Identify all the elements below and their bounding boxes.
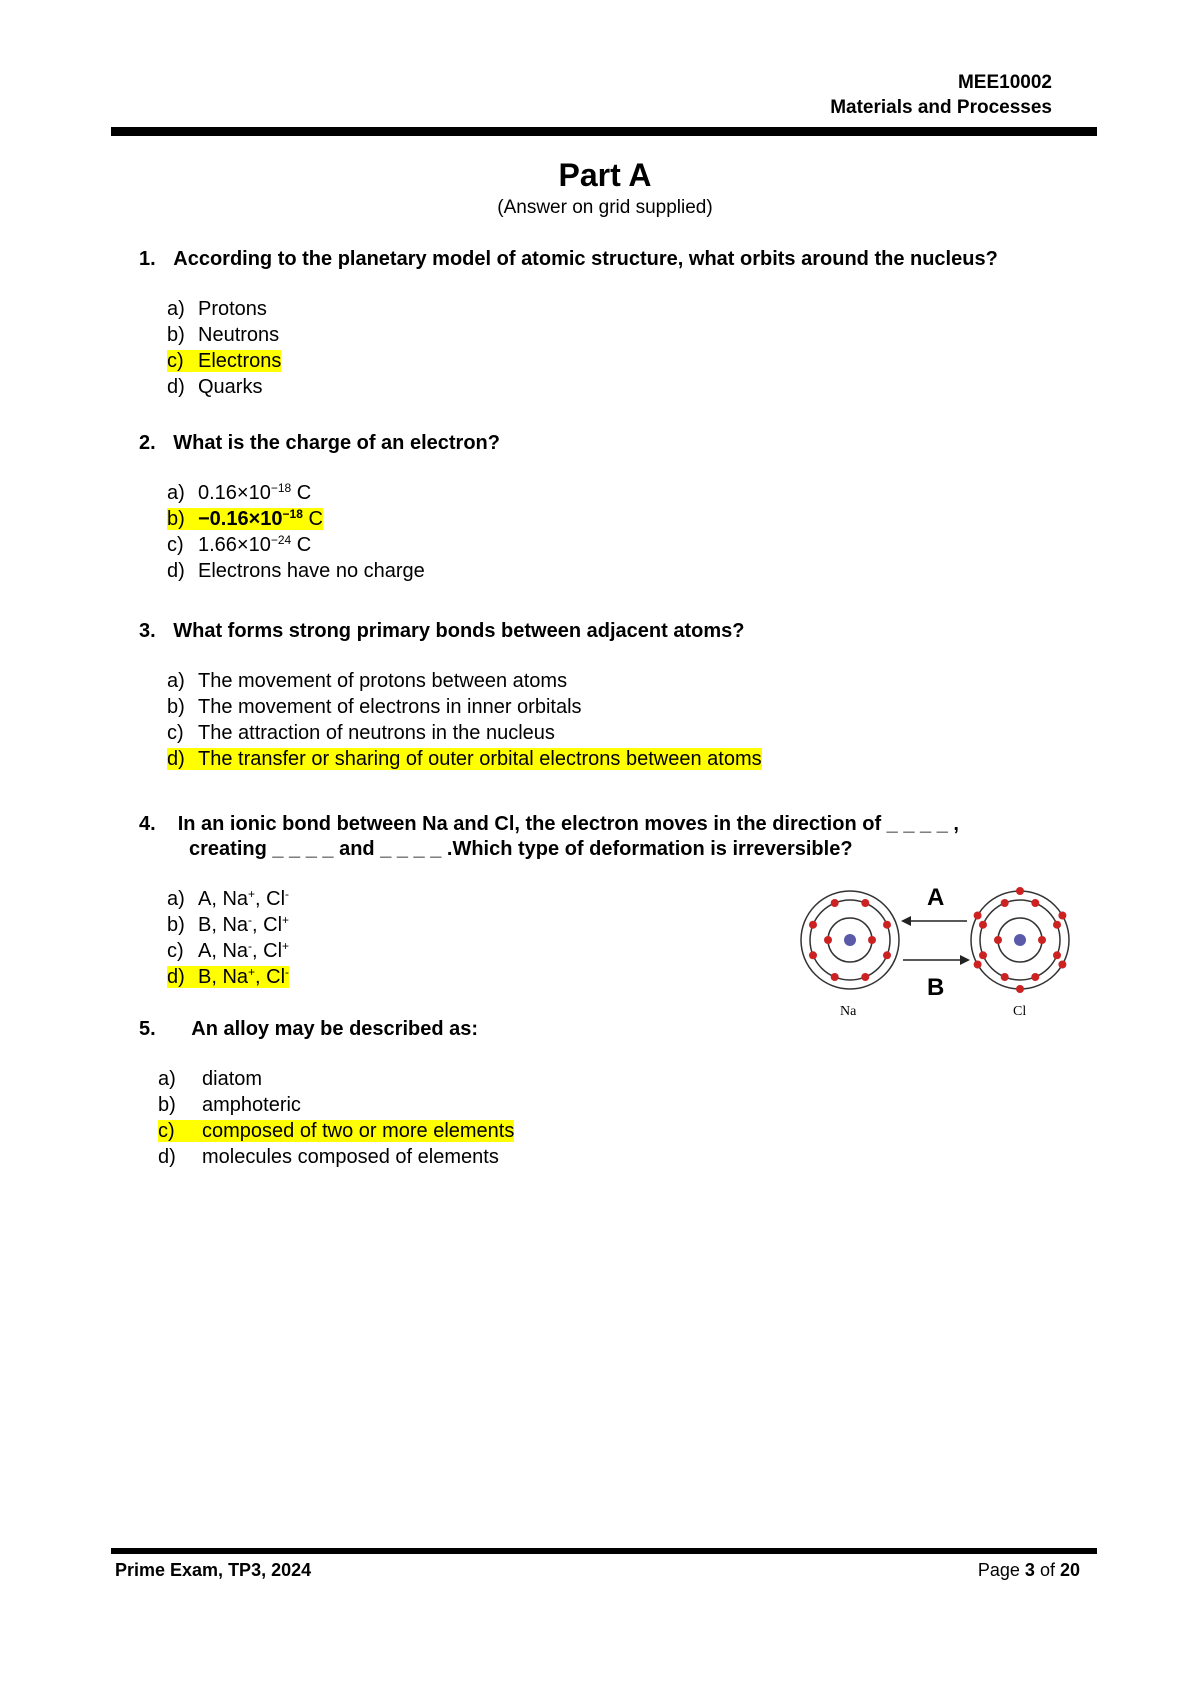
option-d-highlighted: d) The transfer or sharing of outer orbital electrons between atoms	[167, 748, 762, 770]
question-5	[139, 1018, 478, 1041]
option-b: b) The movement of electrons in inner orbitals	[167, 696, 582, 718]
question-number: 3.	[139, 620, 156, 642]
option-a: a) $0.16\times 10^{-18}$ C	[167, 481, 312, 504]
option-a: a) A, Na+, Cl-	[167, 887, 290, 910]
course-code: MEE10002	[957, 72, 1052, 93]
option-b: b) amphoteric	[158, 1094, 301, 1116]
option-a: a) diatom	[158, 1068, 263, 1090]
option-b-highlighted: $b) -0.16\times 10^{-18}$ C	[167, 507, 323, 530]
footer-rule	[111, 1548, 1097, 1554]
question-5-options	[158, 1066, 514, 1170]
question-3	[139, 620, 744, 643]
electron	[1053, 921, 1061, 929]
electron	[1001, 973, 1009, 981]
option-c-highlighted: c) composed of two or more elements	[158, 1120, 515, 1142]
option-d: d) molecules composed of elements	[158, 1146, 499, 1168]
question-1	[139, 248, 998, 271]
question-4-options	[167, 886, 289, 990]
arrow-b-label: B	[927, 974, 945, 1001]
electron	[1016, 887, 1024, 895]
electron	[1053, 951, 1061, 959]
option-c: c) A, Na-, Cl+	[167, 939, 290, 962]
electron	[1038, 936, 1046, 944]
cl-nucleus	[1014, 934, 1026, 946]
arrow-b	[903, 955, 970, 965]
electron	[979, 921, 987, 929]
course-name: Materials and Processes	[830, 97, 1052, 118]
electron	[809, 921, 817, 929]
option-d: d) Electrons have no charge	[167, 560, 425, 582]
ionic-bond-figure	[795, 880, 1085, 1020]
question-2	[139, 432, 500, 455]
arrow-a	[901, 916, 967, 926]
option-a: a) Protons	[167, 298, 267, 320]
electron	[994, 936, 1002, 944]
na-nucleus	[844, 934, 856, 946]
question-number: 2.	[139, 432, 156, 454]
question-number: 4.	[139, 813, 156, 835]
arrow-a-label: A	[927, 884, 945, 911]
electron	[1058, 961, 1066, 969]
option-c: c) $1.66\times 10^{-24}$ C	[167, 533, 312, 556]
electron	[1031, 899, 1039, 907]
question-text-line1: In an ionic bond between Na and Cl, the electron moves in the direction of _ _ _ _ ,	[177, 813, 959, 835]
question-2-options	[167, 480, 425, 584]
cl-atom	[971, 887, 1069, 993]
option-c-highlighted: c) Electrons	[167, 350, 282, 372]
header-rule	[111, 127, 1097, 136]
electron	[974, 961, 982, 969]
electron	[861, 899, 869, 907]
question-text: What forms strong primary bonds between adjacent atoms?	[173, 620, 745, 642]
electron	[861, 973, 869, 981]
electron	[824, 936, 832, 944]
question-1-options	[167, 296, 281, 400]
electron	[868, 936, 876, 944]
part-title: Part A	[558, 157, 652, 193]
part-subtitle: (Answer on grid supplied)	[497, 197, 713, 218]
electron	[1031, 973, 1039, 981]
question-number: 1.	[139, 248, 156, 270]
question-text: What is the charge of an electron?	[173, 432, 500, 454]
option-d-highlighted: d) B, Na+, Cl-	[167, 965, 290, 988]
na-label: Na	[840, 1004, 857, 1019]
cl-label: Cl	[1013, 1004, 1027, 1019]
question-4	[139, 812, 959, 862]
option-a: a) The movement of protons between atoms	[167, 670, 568, 692]
question-text-line2: creating _ _ _ _ and _ _ _ _ .Which type of deformation is irreversible?	[189, 838, 853, 860]
option-b: b) B, Na-, Cl+	[167, 913, 290, 936]
question-3-options	[167, 668, 762, 772]
option-d: d) Quarks	[167, 376, 263, 398]
electron	[809, 951, 817, 959]
na-atom	[801, 891, 899, 989]
option-b: b) Neutrons	[167, 324, 280, 346]
question-number: 5.	[139, 1018, 156, 1040]
option-c: c) The attraction of neutrons in the nucleus	[167, 722, 555, 744]
question-text: According to the planetary model of atomic structure, what orbits around the nucleus?	[173, 248, 998, 270]
question-text: An alloy may be described as:	[191, 1018, 479, 1040]
electron	[979, 951, 987, 959]
electron	[1001, 899, 1009, 907]
footer-page-number: Page 3 of 20	[977, 1560, 1080, 1580]
electron	[831, 973, 839, 981]
footer-exam-label: Prime Exam, TP3, 2024	[115, 1560, 312, 1580]
electron	[1058, 912, 1066, 920]
electron	[883, 921, 891, 929]
electron	[883, 951, 891, 959]
electron	[831, 899, 839, 907]
electron	[1016, 985, 1024, 993]
electron	[974, 912, 982, 920]
